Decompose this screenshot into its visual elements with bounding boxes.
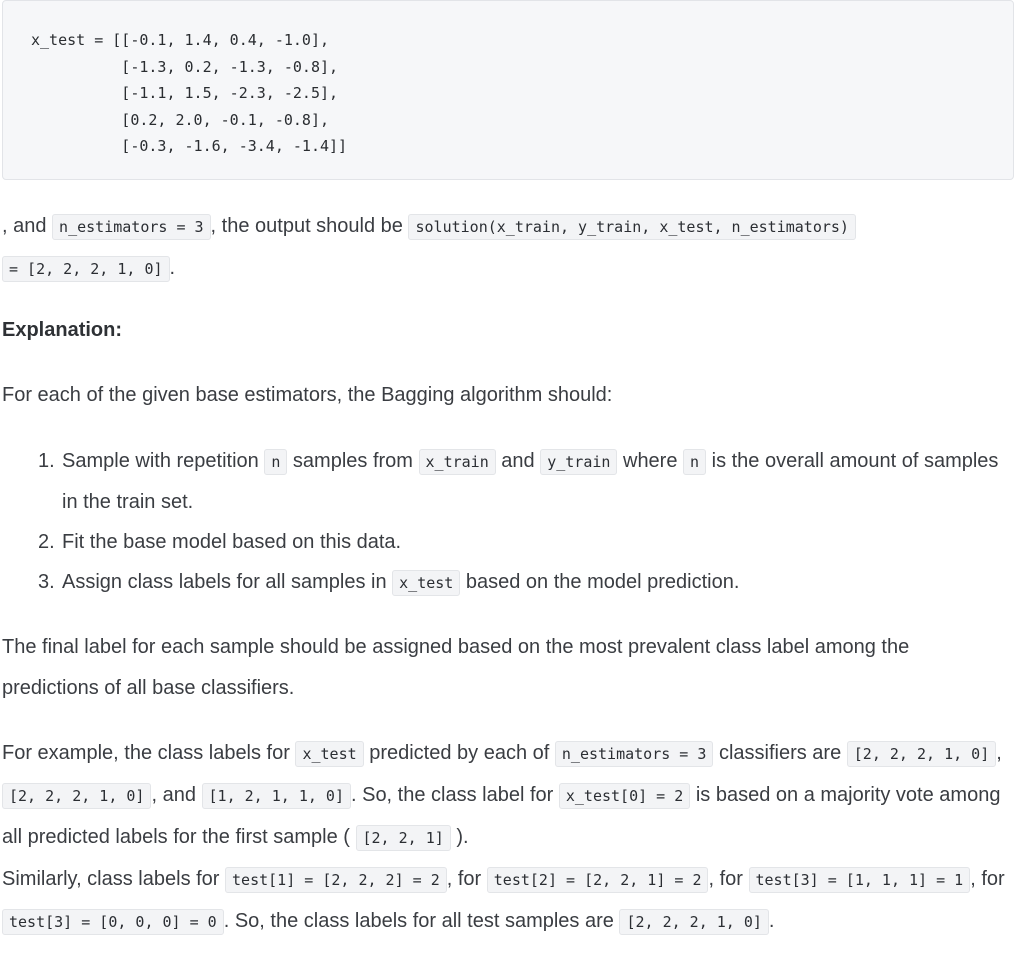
text: predicted by each of	[363, 742, 555, 764]
inline-code: x_test[0] = 2	[559, 783, 690, 809]
inline-code: [1, 2, 1, 1, 0]	[202, 783, 351, 809]
code-line: [0.2, 2.0, -0.1, -0.8],	[31, 110, 330, 129]
text: Similarly, class labels for	[2, 868, 226, 890]
inline-code: n	[683, 449, 706, 475]
text: , for	[708, 868, 749, 890]
inline-code: test[2] = [2, 2, 1] = 2	[487, 867, 709, 893]
inline-code: [2, 2, 2, 1, 0]	[619, 909, 768, 935]
explanation-heading: Explanation:	[2, 319, 123, 341]
text: is based on a majority vote among all predicted labels for the first sample (	[2, 784, 1001, 848]
text: , for	[446, 868, 487, 890]
code-block	[2, 0, 1014, 180]
text: , and	[2, 215, 53, 237]
text: .	[169, 257, 176, 279]
code-text	[31, 27, 347, 160]
list-item	[38, 522, 1018, 562]
inline-code: y_train	[540, 449, 617, 475]
text: classifiers are	[713, 742, 847, 764]
list-item	[38, 441, 1018, 522]
example-paragraph	[2, 733, 1020, 943]
code-line: [-1.1, 1.5, -2.3, -2.5],	[31, 84, 339, 102]
code-line: [-1.3, 0.2, -1.3, -0.8],	[31, 57, 339, 76]
text: is the overall amount of samples in the train set.	[62, 450, 999, 513]
text: based on the model prediction.	[460, 571, 740, 593]
text: , the output should be	[210, 215, 409, 237]
text: Sample with repetition	[62, 450, 265, 472]
code-line: x_test = [[-0.1, 1.4, 0.4, -1.0],	[31, 31, 330, 49]
text: Fit the base model based on this data.	[62, 531, 402, 553]
text: Assign class labels for all samples in	[62, 571, 393, 593]
inline-code: [2, 2, 2, 1, 0]	[847, 741, 996, 767]
list-item	[38, 562, 1018, 603]
text: . So, the class label for	[350, 784, 559, 806]
inline-code: n_estimators = 3	[555, 741, 714, 767]
text: ,	[996, 742, 1002, 764]
text: . So, the class labels for all test samples are	[223, 910, 620, 932]
text: and	[495, 450, 541, 472]
inline-code: test[1] = [2, 2, 2] = 2	[225, 867, 447, 893]
text: samples from	[287, 450, 419, 472]
text: , and	[151, 784, 202, 806]
text: .	[768, 910, 775, 932]
inline-code: [2, 2, 2, 1, 0]	[2, 783, 151, 809]
inline-code: [2, 2, 1]	[356, 825, 451, 851]
lead-paragraph: For each of the given base estimators, the Bagging algorithm should:	[2, 384, 613, 406]
code-line: [-0.3, -1.6, -3.4, -1.4]]	[31, 137, 348, 155]
inline-code: solution(x_train, y_train, x_test, n_estimators)	[408, 214, 855, 240]
list-number: 1.	[38, 450, 55, 472]
inline-code: test[3] = [0, 0, 0] = 0	[2, 909, 224, 935]
list-number: 2.	[38, 531, 55, 553]
text: , for	[970, 868, 1005, 890]
text: ).	[450, 826, 469, 848]
text: where	[617, 450, 684, 472]
inline-code: x_test	[392, 570, 460, 596]
intro-paragraph	[2, 206, 1018, 290]
steps-list	[38, 441, 1018, 603]
inline-code: test[3] = [1, 1, 1] = 1	[749, 867, 971, 893]
inline-code: n	[264, 449, 287, 475]
inline-code: x_test	[295, 741, 363, 767]
inline-code: x_train	[419, 449, 496, 475]
final-label-paragraph: The final label for each sample should be assigned based on the most prevalent class label among the predictions of all base classifiers.	[2, 636, 910, 699]
inline-code: n_estimators = 3	[52, 214, 211, 240]
inline-code: = [2, 2, 2, 1, 0]	[2, 256, 170, 282]
list-number: 3.	[38, 571, 55, 593]
text: For example, the class labels for	[2, 742, 296, 764]
